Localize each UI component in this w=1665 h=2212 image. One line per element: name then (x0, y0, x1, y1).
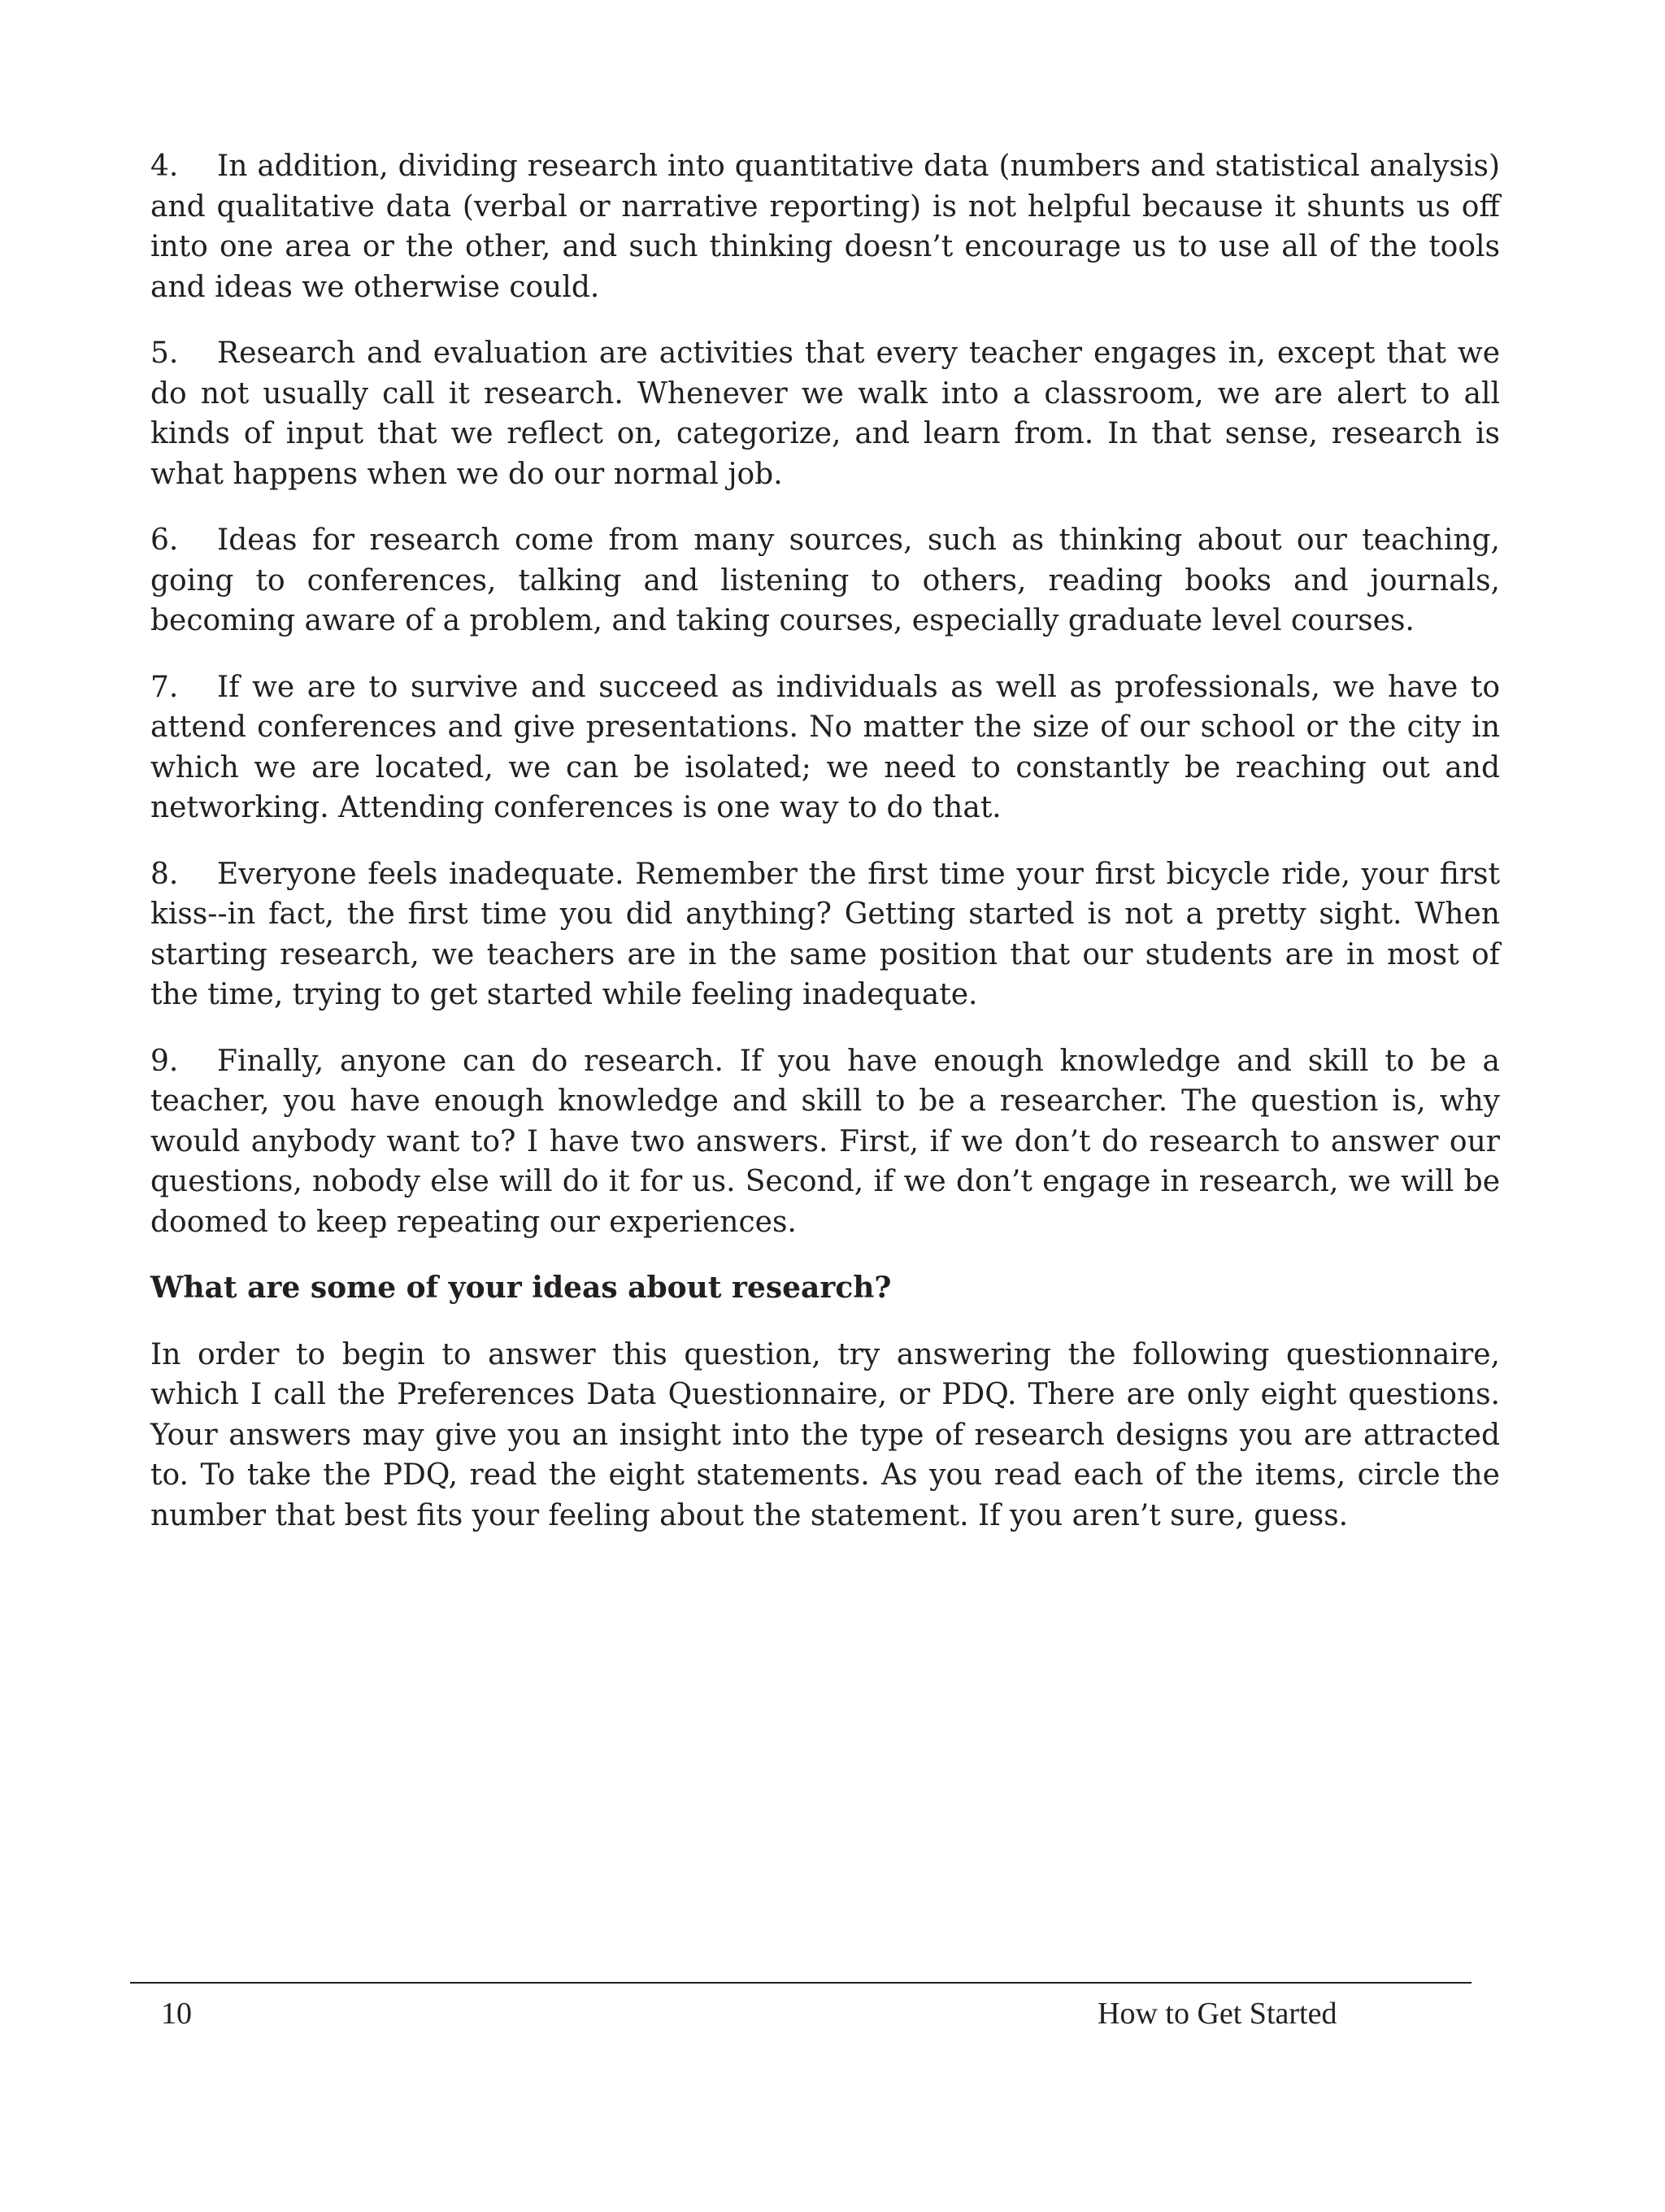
section-heading: What are some of your ideas about research? (150, 1271, 892, 1305)
list-item-text: Ideas for research come from many sources, such as thinking about our teaching, going to conferences, talking and listening to others, reading books and journals, becoming aware of a problem, and taking courses, especially graduate level courses. (150, 524, 1500, 637)
footer-divider (130, 1982, 1472, 1984)
page-number: 10 (161, 1997, 192, 2031)
list-item-number: 9. (150, 1044, 179, 1078)
list-item-7 (150, 667, 1500, 828)
running-footer-title: How to Get Started (1098, 1997, 1337, 2031)
list-item-8 (150, 854, 1500, 1015)
list-item-text: If we are to survive and succeed as individuals as well as professionals, we have to attend conferences and give presentations. No matter the size of our school or the city in which we are located, we can be isolated; we need to constantly be reaching out and networking. Attending conferences is one way to do that. (150, 670, 1500, 824)
list-item-6 (150, 520, 1500, 641)
list-item-number: 6. (150, 524, 179, 557)
list-item-number: 7. (150, 670, 179, 704)
section-paragraph: In order to begin to answer this question, try answering the following questionnaire, which I call the Preferences Data Questionnaire, or PDQ. There are only eight questions. Your answers may give you an insight into the type of research designs you are attracted to. To take the PDQ, read the eight statements. As you read each of the items, circle the number that best fits your feeling about the statement. If you aren’t sure, guess. (150, 1337, 1500, 1532)
list-item-text: Research and evaluation are activities that every teacher engages in, except that we do not usually call it research. Whenever we walk into a classroom, we are alert to all kinds of input that we reflect on, categorize, and learn from. In that sense, research is what happens when we do our normal job. (150, 337, 1500, 491)
list-item-text: In addition, dividing research into quantitative data (numbers and statistical analysis) and qualitative data (verbal or narrative reporting) is not helpful because it shunts us off into one area or the other, and such thinking doesn’t encourage us to use all of the tools and ideas we otherwise could. (150, 150, 1500, 304)
list-item-number: 8. (150, 857, 179, 891)
list-item-5 (150, 333, 1500, 494)
list-item-text: Finally, anyone can do research. If you have enough knowledge and skill to be a teacher, you have enough knowledge and skill to be a researcher. The question is, why would anybody want to? I have two answers. First, if we don’t do research to answer our questions, nobody else will do it for us. Second, if we don’t engage in research, we will be doomed to keep repeating our experiences. (150, 1044, 1500, 1239)
page-body (150, 146, 1500, 1562)
list-item-text: Everyone feels inadequate. Remember the first time your first bicycle ride, your first kiss--in fact, the first time you did anything? Getting started is not a pretty sight. When starting research, we teachers are in the same position that our students are in most of the time, trying to get started while feeling inadequate. (150, 857, 1500, 1011)
list-item-number: 4. (150, 150, 179, 183)
list-item-4 (150, 146, 1500, 307)
list-item-number: 5. (150, 337, 179, 370)
list-item-9 (150, 1041, 1500, 1243)
